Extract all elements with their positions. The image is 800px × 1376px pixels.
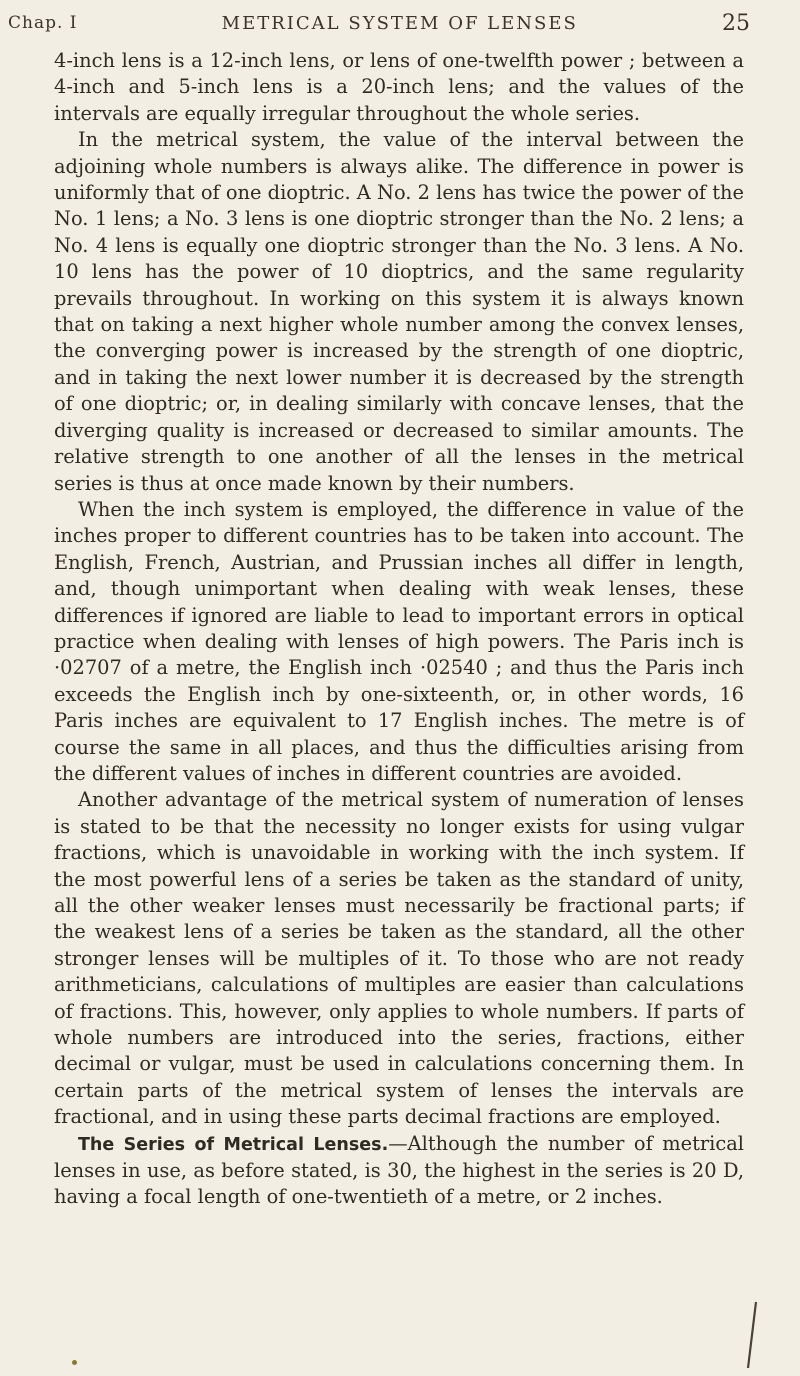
section-run-in-heading: The Series of Metrical Lenses. bbox=[78, 1134, 389, 1155]
chapter-label: Chap. I bbox=[8, 13, 78, 33]
section-text: —Although the number of metrical lenses in use, as before stated, is 30, the highest in the series is 20 D, having a focal length of one-twentieth of a metre, or 2 inches. bbox=[54, 1131, 744, 1209]
ink-spot bbox=[72, 1360, 77, 1365]
margin-pencil-mark bbox=[742, 1300, 760, 1370]
paragraph-3: When the inch system is employed, the difference in value of the inches proper to different countries has to be taken into account. The English, French, Austrian, and Prussian inches all differ in length, and, though unimportant when dealing with weak lenses, these differences if ignored are liable to lead to important errors in optical practice when dealing with lenses of high powers. The Paris inch is ·02707 of a metre, the English inch ·02540 ; and thus the Paris inch exceeds the English inch by one-sixteenth, or, in other words, 16 Paris inches are equivalent to 17 English inches. The metre is of course the same in all places, and thus the difficulties arising from the different values of inches in different countries are avoided. bbox=[54, 497, 744, 785]
page-number: 25 bbox=[721, 10, 750, 36]
paragraph-4: Another advantage of the metrical system of numeration of lenses is stated to be that the necessity no longer exists for using vulgar fractions, which is unavoidable in working with the inch system. If the most powerful lens of a series be taken as the standard of unity, all the other weaker lenses must necessarily be fractional parts; if the weakest lens of a series be taken as the standard, all the other stronger lenses will be multiples of it. To those who are not ready arithmeticians, calculations of multiples are easier than calculations of fractions. This, however, only applies to whole numbers. If parts of whole numbers are introduced into the series, fractions, either decimal or vulgar, must be used in calculations concerning them. In certain parts of the metrical system of lenses the intervals are fractional, and in using these parts decimal fractions are employed. bbox=[54, 788, 744, 1129]
paragraph-1: 4-inch lens is a 12-inch lens, or lens of one-twelfth power ; between a 4-inch and 5-inch lens is a 20-inch lens; and the values of the intervals are equally irregular throughout the whole series. bbox=[54, 49, 744, 125]
running-header bbox=[8, 6, 750, 40]
paragraph-5 bbox=[54, 1131, 744, 1211]
running-title: METRICAL SYSTEM OF LENSES bbox=[221, 12, 578, 34]
paragraph-2: In the metrical system, the value of the interval between the adjoining whole numbers is always alike. The difference in power is uniformly that of one dioptric. A No. 2 lens has twice the power of the No. 1 lens; a No. 3 lens is one dioptric stronger than the No. 2 lens; a No. 4 lens is equally one dioptric stronger than the No. 3 lens. A No. 10 lens has the power of 10 dioptrics, and the same regularity prevails throughout. In working on this system it is always known that on taking a next higher whole number among the convex lenses, the converging power is increased by the strength of one dioptric, and in taking the next lower number it is decreased by the strength of one dioptric; or, in dealing similarly with concave lenses, that the diverging quality is increased or decreased to similar amounts. The relative strength to one another of all the lenses in the metrical series is thus at once made known by their numbers. bbox=[54, 128, 744, 495]
body-text bbox=[54, 48, 744, 1211]
